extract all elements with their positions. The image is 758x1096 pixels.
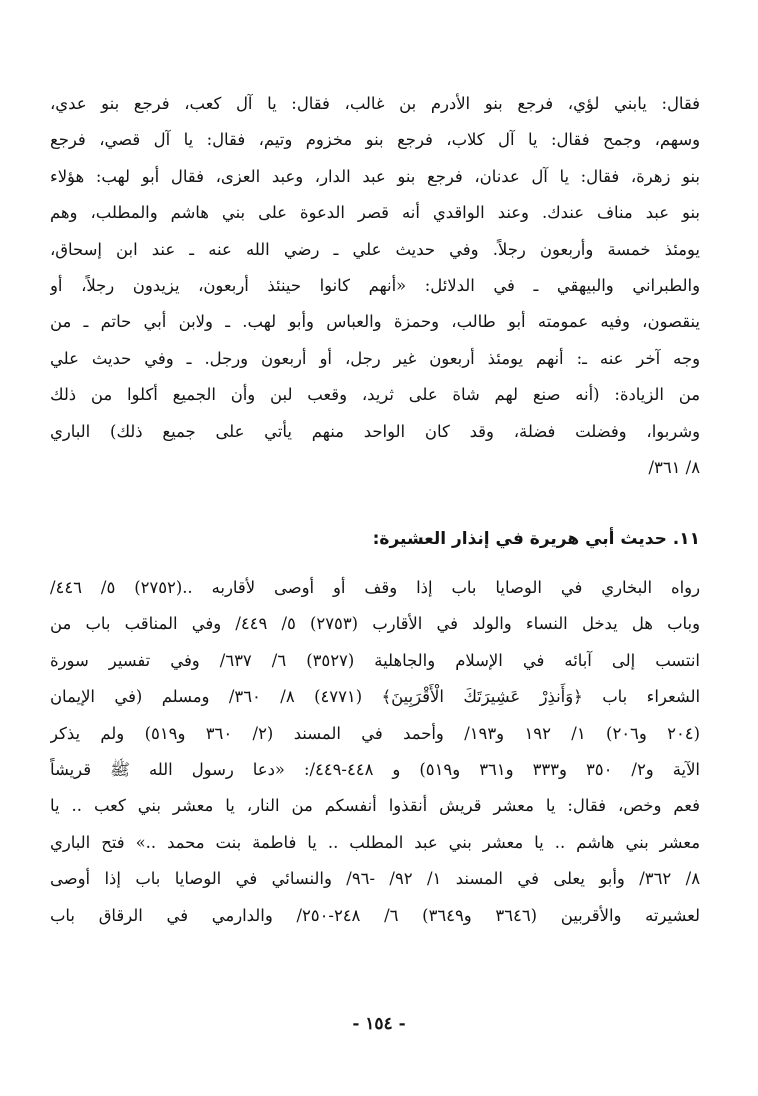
paragraph-2 — [50, 570, 700, 934]
text-line: يومئذ خمسة وأربعون رجلاً. وفي حديث علي ـ رضي الله عنه ـ عند ابن إسحاق، — [50, 239, 700, 259]
text-line: الآية و٢/ ٣٥٠ و٣٣٣ و٣٦١ و٥١٩) و ٤٤٨-٤٤٩/: «دعا رسول الله ﷺ قريشاً — [50, 759, 700, 779]
section-heading: ١١. حديث أبي هريرة في إنذار العشيرة: — [372, 529, 700, 549]
text-line: معشر بني هاشم .. يا معشر بني عبد المطلب .. يا فاطمة بنت محمد ..» فتح الباري — [50, 832, 700, 852]
text-line: وجه آخر عنه ـ: أنهم يومئذ أربعون غير رجل، أو أربعون ورجل. ـ وفي حديث علي — [50, 348, 700, 368]
text-line: رواه البخاري في الوصايا باب إذا وقف أو أوصى لأقاربه ..(٢٧٥٢) ٥/ ٤٤٦/ — [50, 578, 700, 597]
text-line: فعم وخص، فقال: يا معشر قريش أنقذوا أنفسكم من النار، يا معشر بني كعب .. يا — [50, 796, 700, 816]
text-line: ٨/ ٣٦٢/ وأبو يعلى في المسند ١/ ٩٢/ -٩٦/ والنسائي في الوصايا باب إذا أوصى — [50, 869, 700, 889]
text-line: ينقصون، وفيه عمومته أبو طالب، وحمزة والعباس وأبو لهب. ـ ولابن أبي حاتم ـ من — [50, 312, 700, 332]
text-line: ٨/ ٣٦١/ — [648, 457, 700, 477]
paragraph-1 — [50, 86, 700, 486]
text-line: انتسب إلى آبائه في الإسلام والجاهلية (٣٥٢٧) ٦/ ٦٣٧/ وفي تفسير سورة — [50, 650, 700, 670]
text-line: وشربوا، وفضلت فضلة، وقد كان الواحد منهم يأتي على جميع ذلك) الباري — [50, 421, 700, 441]
text-line: فقال: يابني لؤي، فرجع بنو الأدرم بن غالب، فقال: يا آل كعب، فرجع بنو عدي، — [50, 94, 700, 113]
text-line: بنو زهرة، فقال: يا آل عدنان، فرجع بنو عبد الدار، وعبد العزى، فقال أبو لهب: هؤلاء — [50, 166, 700, 186]
text-line: (٢٠٤ و٢٠٦) ١/ ١٩٢ و١٩٣/ وأحمد في المسند (٢/ ٣٦٠ و٥١٩) ولم يذكر — [50, 723, 700, 743]
text-line: وباب هل يدخل النساء والولد في الأقارب (٢٧٥٣) ٥/ ٤٤٩/ وفي المناقب باب من — [50, 614, 700, 634]
page-number: - ١٥٤ - — [352, 1014, 406, 1034]
text-line: الشعراء باب ﴿وَأَنذِرْ عَشِيرَتَكَ الْأَقْرَبِينَ﴾ (٤٧٧١) ٨/ ٣٦٠/ ومسلم (في الإيمان — [50, 687, 700, 707]
text-line: من الزيادة: (أنه صنع لهم شاة على ثريد، وقعب لبن وأن الجميع أكلوا من ذلك — [50, 385, 700, 405]
text-line: وسهم، وجمح فقال: يا آل كلاب، فرجع بنو مخزوم وتيم، فقال: يا آل قصي، فرجع — [50, 130, 700, 150]
text-line: لعشيرته والأقربين (٣٦٤٦ و٣٦٤٩) ٦/ ٢٤٨-٢٥٠/ والدارمي في الرقاق باب — [50, 905, 700, 925]
text-line: والطبراني والبيهقي ـ في الدلائل: «أنهم كانوا حينئذ أربعون، يزيدون رجلاً، أو — [50, 275, 700, 295]
text-line: بنو عبد مناف عندك. وعند الواقدي أنه قصر الدعوة على بني هاشم والمطلب، وهم — [50, 203, 700, 223]
